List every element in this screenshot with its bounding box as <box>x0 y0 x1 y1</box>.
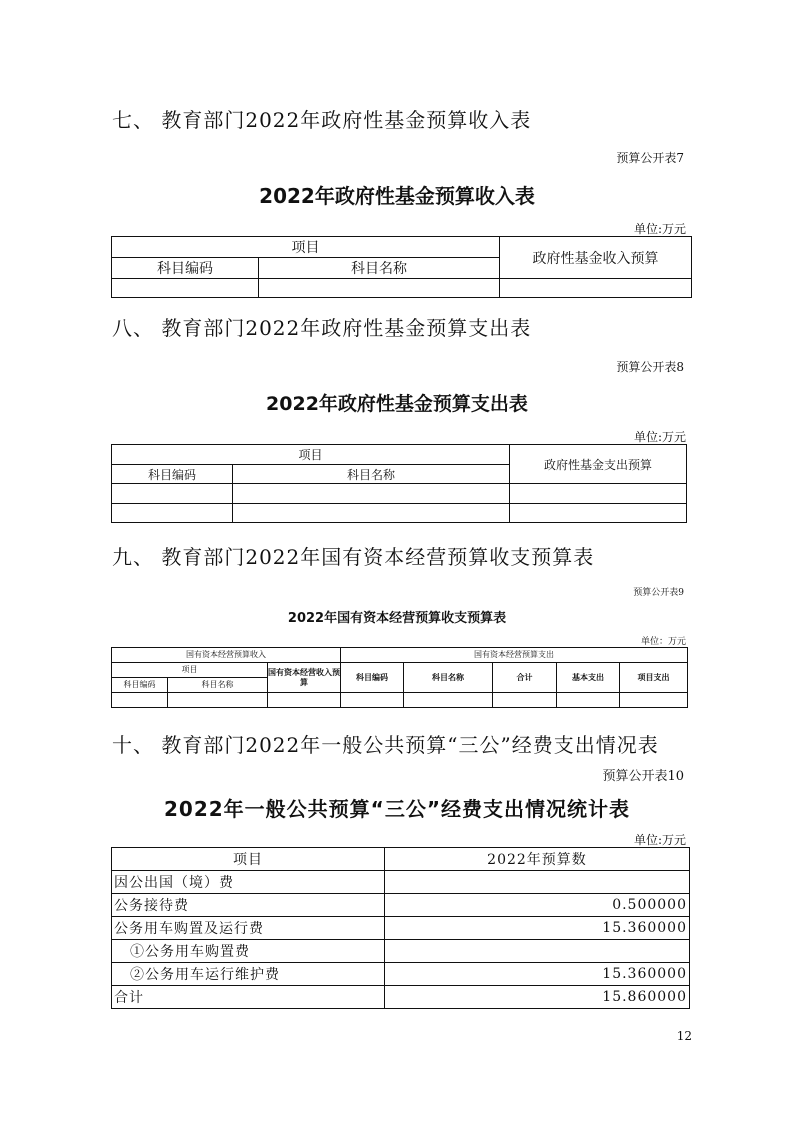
header-expense: 国有资本经营预算支出 <box>341 648 688 663</box>
table-row <box>112 986 690 1009</box>
row-value: 0.500000 <box>385 894 690 917</box>
table-row <box>112 917 690 940</box>
page-number: 12 <box>676 1029 692 1043</box>
table-title-9: 2022年国有资本经营预算收支预算表 <box>287 611 507 626</box>
header-total: 合计 <box>493 663 557 693</box>
header-code: 科目编码 <box>112 465 233 484</box>
header-exp-name: 科目名称 <box>404 663 493 693</box>
header-item: 项目 <box>112 848 385 871</box>
row-value <box>385 871 690 894</box>
gov-fund-income-table <box>111 236 692 298</box>
row-label: 公务用车购置及运行费 <box>112 917 385 940</box>
header-code: 科目编码 <box>112 258 259 279</box>
row-label: ①公务用车购置费 <box>112 940 385 963</box>
form-number-7: 预算公开表7 <box>616 151 684 165</box>
row-value: 15.360000 <box>385 917 690 940</box>
header-name: 科目名称 <box>233 465 510 484</box>
header-item: 项目 <box>112 663 268 678</box>
header-amount: 政府性基金支出预算 <box>510 445 687 484</box>
table-row <box>112 963 690 986</box>
form-number-9: 预算公开表9 <box>633 588 684 598</box>
table-row <box>112 940 690 963</box>
header-amount: 政府性基金收入预算 <box>500 237 692 279</box>
table-title-10: 2022年一般公共预算“三公”经费支出情况统计表 <box>164 797 630 821</box>
table-row <box>112 279 692 298</box>
three-public-expenses-table <box>111 847 690 1009</box>
gov-fund-expense-table <box>111 444 687 523</box>
section-heading-7: 七、 教育部门2022年政府性基金预算收入表 <box>112 108 532 132</box>
row-value <box>385 940 690 963</box>
row-value: 15.860000 <box>385 986 690 1009</box>
header-amount: 2022年预算数 <box>385 848 690 871</box>
header-item: 项目 <box>112 445 510 465</box>
table-row <box>112 894 690 917</box>
table-title-7: 2022年政府性基金预算收入表 <box>259 184 535 208</box>
table-row <box>112 504 687 523</box>
header-basic: 基本支出 <box>557 663 620 693</box>
unit-label-7: 单位:万元 <box>633 222 686 236</box>
table-title-8: 2022年政府性基金预算支出表 <box>266 393 528 415</box>
header-code: 科目编码 <box>112 678 168 693</box>
form-number-10: 预算公开表10 <box>602 769 684 784</box>
table-row <box>112 693 688 708</box>
form-number-8: 预算公开表8 <box>616 360 684 374</box>
section-heading-8: 八、 教育部门2022年政府性基金预算支出表 <box>112 316 532 340</box>
header-income: 国有资本经营预算收入 <box>112 648 341 663</box>
section-heading-10: 十、 教育部门2022年一般公共预算“三公”经费支出情况表 <box>112 733 659 757</box>
row-label: 合计 <box>112 986 385 1009</box>
header-name: 科目名称 <box>259 258 500 279</box>
header-project: 项目支出 <box>620 663 688 693</box>
unit-label-10: 单位:万元 <box>633 833 686 847</box>
header-item: 项目 <box>112 237 500 258</box>
unit-label-8: 单位:万元 <box>633 430 686 444</box>
row-value: 15.360000 <box>385 963 690 986</box>
header-name: 科目名称 <box>168 678 268 693</box>
unit-label-9: 单位：万元 <box>640 637 686 647</box>
row-label: 因公出国（境）费 <box>112 871 385 894</box>
header-exp-code: 科目编码 <box>341 663 404 693</box>
state-capital-budget-table <box>111 647 688 708</box>
row-label: ②公务用车运行维护费 <box>112 963 385 986</box>
table-row <box>112 871 690 894</box>
section-heading-9: 九、 教育部门2022年国有资本经营预算收支预算表 <box>112 545 595 569</box>
row-label: 公务接待费 <box>112 894 385 917</box>
table-row <box>112 484 687 504</box>
header-income-budget: 国有资本经营收入预算 <box>268 663 341 693</box>
